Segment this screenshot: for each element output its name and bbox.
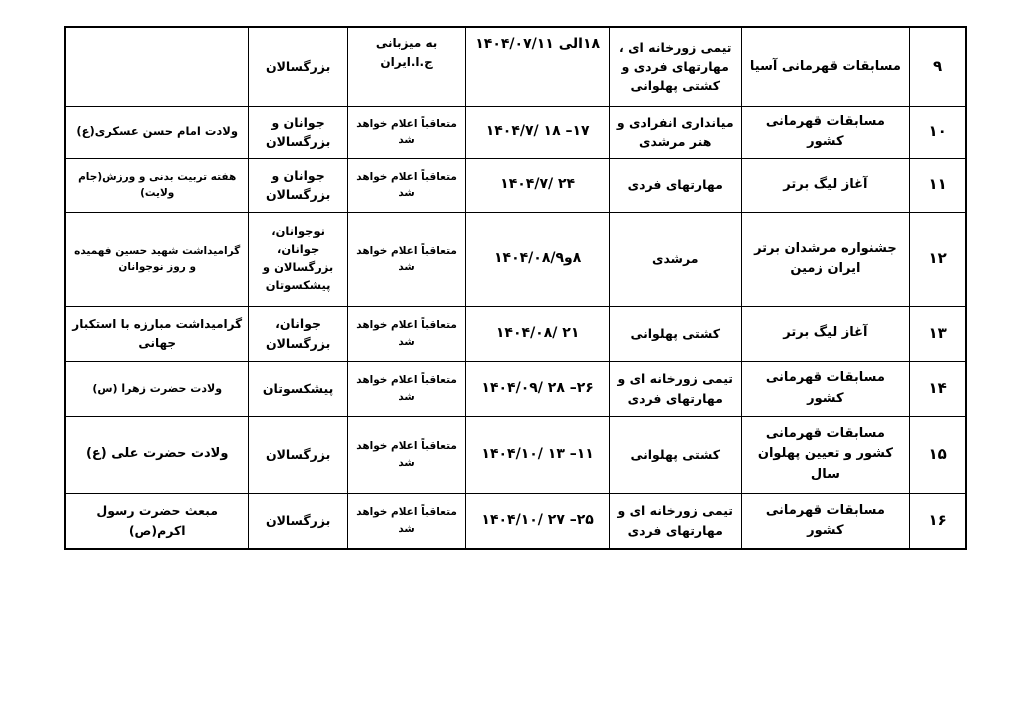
event-type-cell: کشتی پهلوانی — [609, 306, 741, 361]
age-group-cell: جوانان، بزرگسالان — [249, 306, 347, 361]
event-host-cell: متعاقباً اعلام خواهد شد — [347, 416, 466, 493]
row-number-cell: ۱۴ — [910, 361, 966, 416]
table-row — [65, 361, 966, 416]
table-row — [65, 27, 966, 106]
event-host-cell: متعاقباً اعلام خواهد شد — [347, 106, 466, 158]
table-row — [65, 306, 966, 361]
events-schedule-table — [64, 26, 967, 550]
table-row — [65, 106, 966, 158]
event-date-cell: ۲۴ /۱۴۰۴/۷ — [466, 158, 610, 212]
age-group-cell: پیشکسوتان — [249, 361, 347, 416]
event-title-cell: آغاز لیگ برتر — [741, 158, 910, 212]
event-date-cell: ۲۵– ۲۷ /۱۴۰۴/۱۰ — [466, 493, 610, 549]
event-host-cell: متعاقباً اعلام خواهد شد — [347, 212, 466, 306]
age-group-cell: نوجوانان، جوانان، بزرگسالان و پیشکسوتان — [249, 212, 347, 306]
event-date-cell: ۲۶– ۲۸ /۱۴۰۴/۰۹ — [466, 361, 610, 416]
age-group-cell: بزرگسالان — [249, 27, 347, 106]
event-date-cell: ۱۸الی ۱۴۰۴/۰۷/۱۱ — [466, 27, 610, 106]
event-type-cell: مهارتهای فردی — [609, 158, 741, 212]
table-row — [65, 212, 966, 306]
event-type-cell: مرشدی — [609, 212, 741, 306]
event-date-cell: ۲۱ /۱۴۰۴/۰۸ — [466, 306, 610, 361]
event-title-cell: آغاز لیگ برتر — [741, 306, 910, 361]
event-host-cell: متعاقباً اعلام خواهد شد — [347, 493, 466, 549]
event-type-cell: تیمی زورخانه ای و مهارتهای فردی — [609, 361, 741, 416]
table-body — [65, 27, 966, 549]
row-number-cell: ۱۶ — [910, 493, 966, 549]
event-date-cell: ۸و۱۴۰۴/۰۸/۹ — [466, 212, 610, 306]
event-title-cell: جشنواره مرشدان برتر ایران زمین — [741, 212, 910, 306]
row-number-cell: ۹ — [910, 27, 966, 106]
occasion-cell: ولادت حضرت زهرا (س) — [65, 361, 249, 416]
table-row — [65, 158, 966, 212]
event-type-cell: میانداری انفرادی و هنر مرشدی — [609, 106, 741, 158]
row-number-cell: ۱۳ — [910, 306, 966, 361]
event-type-cell: تیمی زورخانه ای و مهارتهای فردی — [609, 493, 741, 549]
event-type-cell: تیمی زورخانه ای ، مهارتهای فردی و کشتی پهلوانی — [609, 27, 741, 106]
event-title-cell: مسابقات قهرمانی کشور — [741, 493, 910, 549]
event-host-cell: به میزبانی ج.ا.ایران — [347, 27, 466, 106]
row-number-cell: ۱۵ — [910, 416, 966, 493]
occasion-cell: ولادت حضرت علی (ع) — [65, 416, 249, 493]
row-number-cell: ۱۲ — [910, 212, 966, 306]
table-row — [65, 416, 966, 493]
age-group-cell: جوانان و بزرگسالان — [249, 158, 347, 212]
event-title-cell: مسابقات قهرمانی کشور — [741, 361, 910, 416]
event-host-cell: متعاقباً اعلام خواهد شد — [347, 158, 466, 212]
occasion-cell: ولادت امام حسن عسکری(ع) — [65, 106, 249, 158]
occasion-cell — [65, 27, 249, 106]
row-number-cell: ۱۰ — [910, 106, 966, 158]
event-title-cell: مسابقات قهرمانی کشور — [741, 106, 910, 158]
table-row — [65, 493, 966, 549]
age-group-cell: بزرگسالان — [249, 416, 347, 493]
occasion-cell: مبعث حضرت رسول اکرم(ص) — [65, 493, 249, 549]
event-host-cell: متعاقباً اعلام خواهد شد — [347, 361, 466, 416]
event-date-cell: ۱۱– ۱۳ /۱۴۰۴/۱۰ — [466, 416, 610, 493]
age-group-cell: جوانان و بزرگسالان — [249, 106, 347, 158]
age-group-cell: بزرگسالان — [249, 493, 347, 549]
event-host-cell: متعاقباً اعلام خواهد شد — [347, 306, 466, 361]
occasion-cell: گرامیداشت شهید حسین فهمیده و روز نوجوانان — [65, 212, 249, 306]
occasion-cell: گرامیداشت مبارزه با استکبار جهانی — [65, 306, 249, 361]
row-number-cell: ۱۱ — [910, 158, 966, 212]
occasion-cell: هفته تربیت بدنی و ورزش(جام ولایت) — [65, 158, 249, 212]
event-type-cell: کشتی پهلوانی — [609, 416, 741, 493]
event-title-cell: مسابقات قهرمانی آسیا — [741, 27, 910, 106]
event-date-cell: ۱۷– ۱۸ /۱۴۰۴/۷ — [466, 106, 610, 158]
event-title-cell: مسابقات قهرمانی کشور و تعیین پهلوان سال — [741, 416, 910, 493]
